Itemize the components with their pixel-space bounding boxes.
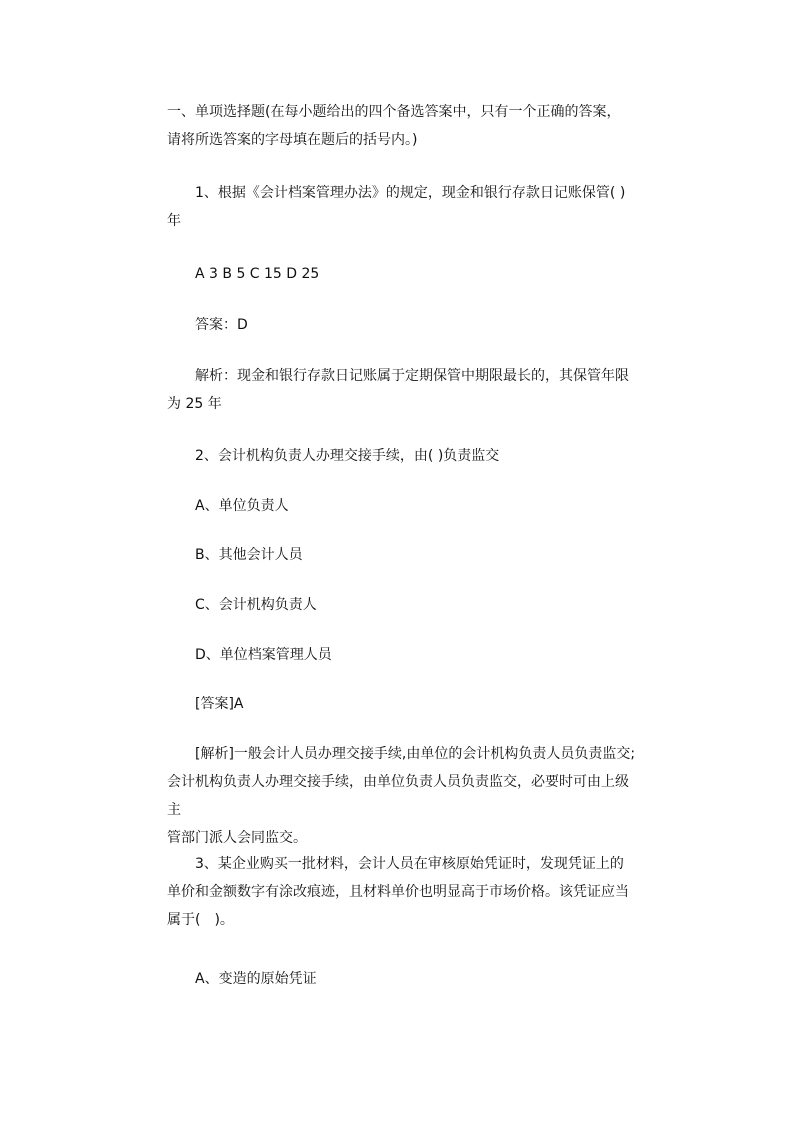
section-header <box>167 98 637 154</box>
question-1-stem <box>167 179 637 235</box>
question-3-option-a: A、变造的原始凭证 <box>195 971 317 987</box>
question-2-option-c: C、会计机构负责人 <box>195 597 317 613</box>
question-1-stem-line-2: 年 <box>167 213 181 229</box>
question-3-stem-line-2: 单价和金额数字有涂改痕迹，且材料单价也明显高于市场价格。该凭证应当 <box>167 884 629 900</box>
question-2-stem: 2、会计机构负责人办理交接手续，由( )负责监交 <box>195 448 500 464</box>
question-2-analysis-line-3: 管部门派人会同监交。 <box>167 830 307 846</box>
section-header-line-1: 一、单项选择题(在每小题给出的四个备选答案中，只有一个正确的答案， <box>167 104 621 120</box>
question-2-analysis <box>167 740 637 852</box>
question-1-analysis-line-2: 为 25 年 <box>167 396 222 412</box>
question-2-option-b: B、其他会计人员 <box>195 547 303 563</box>
question-2-answer: [答案]A <box>195 696 244 712</box>
question-3-stem <box>167 850 637 934</box>
section-header-line-2: 请将所选答案的字母填在题后的括号内。) <box>167 132 418 148</box>
question-1-options: A 3 B 5 C 15 D 25 <box>195 266 320 282</box>
question-3-stem-line-3: 属于( )。 <box>167 912 234 928</box>
question-2-option-d: D、单位档案管理人员 <box>195 647 332 663</box>
question-3-stem-line-1: 3、某企业购买一批材料，会计人员在审核原始凭证时，发现凭证上的 <box>195 856 624 872</box>
question-1-analysis-line-1: 解析：现金和银行存款日记账属于定期保管中期限最长的，其保管年限 <box>195 368 629 384</box>
question-1-analysis <box>167 362 637 418</box>
question-1-answer: 答案：D <box>195 317 248 333</box>
question-2-analysis-line-2: 会计机构负责人办理交接手续，由单位负责人员负责监交，必要时可由上级主 <box>167 774 629 818</box>
question-2-option-a: A、单位负责人 <box>195 498 289 514</box>
question-2-analysis-line-1: [解析]一般会计人员办理交接手续,由单位的会计机构负责人员负责监交; <box>195 746 636 762</box>
question-1-stem-line-1: 1、根据《会计档案管理办法》的规定，现金和银行存款日记账保管( ) <box>195 185 626 201</box>
